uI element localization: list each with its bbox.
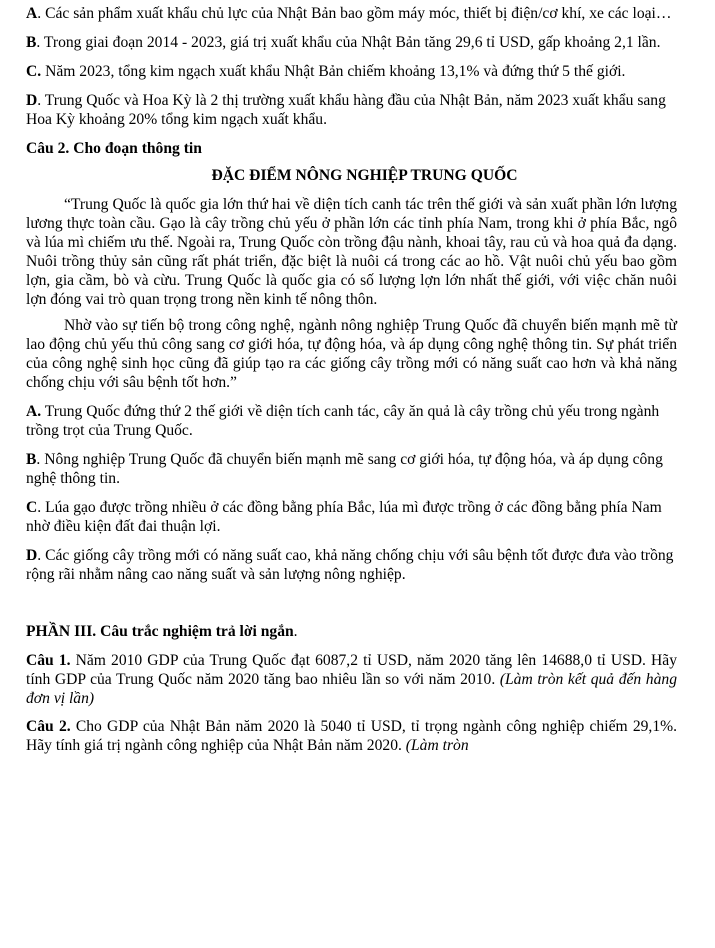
question-label: Câu 2. [26, 718, 71, 735]
q2-heading: Câu 2. Cho đoạn thông tin [26, 140, 202, 157]
question-note: (Làm tròn kết quả đến hàng đơn vị lần) [26, 671, 677, 707]
option-text: . Nông nghiệp Trung Quốc đã chuyển biến mạnh mẽ sang cơ giới hóa, tự động hóa, và áp dụng công nghệ thông tin. [26, 451, 663, 487]
q1-option-c [26, 62, 677, 81]
question-text: Năm 2010 GDP của Trung Quốc đạt 6087,2 tỉ USD, năm 2020 tăng lên 14688,0 tỉ USD. Hãy tính GDP của Trung Quốc năm 2020 tăng bao nhiêu lần so với năm 2010. [26, 652, 678, 688]
option-text: Trung Quốc đứng thứ 2 thế giới về diện tích canh tác, cây ăn quả là cây trồng chủ yếu trong ngành trồng trọt của Trung Quốc. [26, 403, 660, 439]
option-text: . Các sản phẩm xuất khẩu chủ lực của Nhật Bản bao gồm máy móc, thiết bị điện/cơ khí, xe các loại… [37, 5, 672, 22]
question-note: (Làm tròn [405, 737, 469, 754]
q2-option-a [26, 402, 677, 440]
option-letter: C [26, 499, 38, 516]
q1-option-a [26, 4, 677, 23]
passage-paragraph-2: Nhờ vào sự tiến bộ trong công nghệ, ngành nông nghiệp Trung Quốc đã chuyển biến mạnh mẽ từ lao động chủ yếu thủ công sang cơ giới hóa, tự động hóa, và áp dụng công nghệ thông tin. Sự phát triển của công nghệ sinh học cũng đã giúp tạo ra các giống cây trồng mới có năng suất cao hơn và khả năng chống chịu với sâu bệnh tốt hơn.” [26, 317, 677, 391]
option-letter: A [26, 5, 38, 22]
option-text: . Lúa gạo được trồng nhiều ở các đồng bằng phía Bắc, lúa mì được trồng ở các đồng bằng phía Nam nhờ điều kiện đất đai thuận lợi. [26, 499, 662, 535]
option-letter: D [26, 92, 38, 109]
part3-heading-suffix: . [293, 623, 298, 640]
option-text: . Các giống cây trồng mới có năng suất cao, khả năng chống chịu với sâu bệnh tốt được đưa vào trồng rộng rãi nhằm nâng cao năng suất và sản lượng nông nghiệp. [26, 547, 674, 583]
passage-title: ĐẶC ĐIỂM NÔNG NGHIỆP TRUNG QUỐC [211, 167, 518, 184]
option-letter: C. [26, 63, 42, 80]
option-letter: B [26, 34, 37, 51]
passage-paragraph-1: “Trung Quốc là quốc gia lớn thứ hai về diện tích canh tác trên thế giới và sản xuất phần lớn lượng lương thực toàn cầu. Gạo là cây trồng chủ yếu ở phần lớn các tỉnh phía Nam, trong khi ở phía Bắc, ngô và lúa mì chiếm ưu thế. Ngoài ra, Trung Quốc còn trồng đậu nành, khoai tây, rau củ và hoa quả đa dạng. Nuôi trồng thủy sản cũng rất phát triển, đặc biệt là nuôi cá trong các ao hồ. Vật nuôi chủ yếu bao gồm lợn, gia cầm, bò và cừu. Trung Quốc là quốc gia có số lượng lợn lớn nhất thế giới, với việc chăn nuôi lợn đóng vai trò quan trọng trong nền kinh tế nông thôn. [26, 196, 677, 308]
option-text: Năm 2023, tổng kim ngạch xuất khẩu Nhật Bản chiếm khoảng 13,1% và đứng thứ 5 thế giới. [41, 63, 626, 80]
option-text: . Trung Quốc và Hoa Kỳ là 2 thị trường xuất khẩu hàng đầu của Nhật Bản, năm 2023 xuất khẩu sang Hoa Kỳ khoảng 20% tổng kim ngạch xuất khẩu. [26, 92, 666, 128]
q2-option-c [26, 498, 677, 536]
option-text: . Trong giai đoạn 2014 - 2023, giá trị xuất khẩu của Nhật Bản tăng 29,6 tỉ USD, gấp khoảng 2,1 lần. [36, 34, 661, 51]
question-label: Câu 1. [26, 652, 71, 669]
option-letter: B [26, 451, 37, 468]
q1-option-b [26, 33, 677, 52]
q2-option-d [26, 546, 677, 584]
q2-option-b [26, 450, 677, 488]
short-answer-q1 [26, 651, 677, 708]
q1-option-d [26, 91, 677, 129]
question-text: Cho GDP của Nhật Bản năm 2020 là 5040 tỉ USD, tỉ trọng ngành công nghiệp chiếm 29,1%. Hãy tính giá trị ngành công nghiệp của Nhật Bản năm 2020. [26, 718, 678, 754]
short-answer-q2 [26, 717, 677, 755]
part3-heading [26, 622, 677, 641]
option-letter: A. [26, 403, 42, 420]
part3-heading-text: PHẦN III. Câu trắc nghiệm trả lời ngắn [26, 623, 294, 640]
option-letter: D [26, 547, 38, 564]
